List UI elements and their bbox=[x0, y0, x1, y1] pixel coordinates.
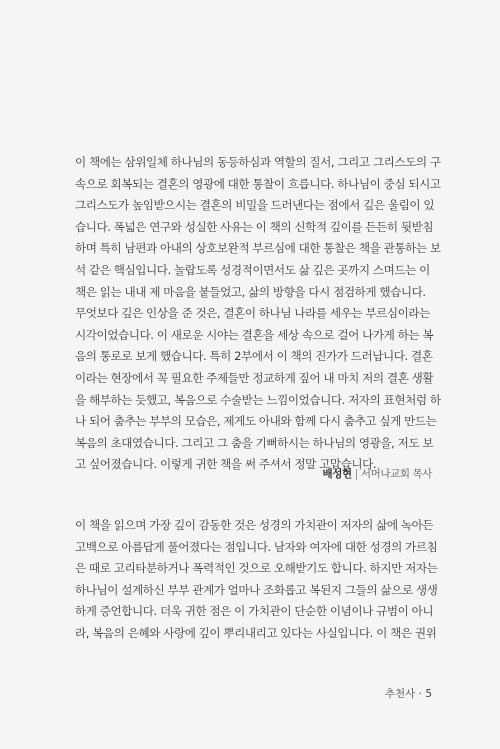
text-line: 을 해부하는 듯했고, 복음으로 수술받는 느낌이었습니다. 저자의 표현처럼 하 bbox=[75, 392, 441, 407]
text-line: 습니다. 폭넓은 연구와 성실한 사유는 이 책의 신학적 깊이를 든든히 뒷받침 bbox=[75, 219, 434, 234]
endorsement-paragraph-2 bbox=[75, 515, 438, 645]
text-line: 고 싶어졌습니다. 이렇게 귀한 책을 써 주셔서 정말 고맙습니다. bbox=[75, 457, 377, 472]
text-line: 나 되어 춤추는 부부의 모습은, 제게도 아내와 함께 다시 춤추고 싶게 만드는 bbox=[75, 414, 437, 429]
text-line: 복음의 초대였습니다. 그리고 그 춤을 기뻐하시는 하나님의 영광을, 저도 보 bbox=[75, 435, 434, 450]
endorser-name: 배성현 bbox=[322, 468, 352, 480]
text-line: 무엇보다 깊은 인상을 준 것은, 결혼이 하나님 나라를 세우는 부르심이라는 bbox=[75, 306, 430, 321]
endorser-signature bbox=[322, 466, 432, 481]
text-line: 음의 통로로 보게 했습니다. 특히 2부에서 이 책의 진가가 드러납니다. 결혼 bbox=[75, 349, 433, 364]
text-line: 속으로 회복되는 결혼의 영광에 대한 통찰이 흐릅니다. 하나님이 중심 되시고 bbox=[75, 176, 441, 191]
text-line: 이 책을 읽으며 가장 깊이 감동한 것은 성경의 가치관이 저자의 삶에 녹아든 bbox=[75, 518, 434, 532]
text-line: 그리스도가 높임받으시는 결혼의 비밀을 드러낸다는 점에서 깊은 울림이 있 bbox=[75, 198, 435, 213]
text-line: 시각이었습니다. 이 새로운 시야는 결혼을 세상 속으로 걸어 나가게 하는 복 bbox=[75, 327, 434, 342]
signature-separator: | bbox=[354, 468, 358, 480]
text-line: 은 때로 고리타분하거나 폭력적인 것으로 오해받기도 합니다. 하지만 저자는 bbox=[75, 561, 438, 576]
text-line: 석 같은 핵심입니다. 놀랍도록 성경적이면서도 삶 깊은 곳까지 스며드는 이 bbox=[75, 262, 430, 277]
text-line: 하나님이 설계하신 부부 관계가 얼마나 조화롭고 복된지 그들의 삶으로 생생 bbox=[75, 582, 438, 597]
endorsement-paragraph-1 bbox=[75, 152, 441, 476]
page-folio: 추천사 · 5 bbox=[384, 688, 432, 700]
endorser-role: 서머나교회 목사 bbox=[360, 468, 432, 480]
text-line: 이 책에는 삼위일체 하나님의 동등하심과 역할의 질서, 그리고 그리스도의 구 bbox=[75, 155, 441, 169]
text-line: 책은 읽는 내내 제 마음을 붙들었고, 삶의 방향을 다시 점검하게 했습니다. bbox=[75, 284, 426, 299]
text-line: 라, 복음의 은혜와 사랑에 깊이 뿌리내리고 있다는 사실입니다. 이 책은 권위 bbox=[75, 625, 437, 640]
text-line: 하며 특히 남편과 아내의 상호보완적 부르심에 대한 통찰은 책을 관통하는 보 bbox=[75, 241, 441, 256]
text-line: 이라는 현장에서 꼭 필요한 주제들만 정교하게 짚어 내 마치 저의 결혼 생활 bbox=[75, 370, 434, 385]
text-line: 하게 증언합니다. 더욱 귀한 점은 이 가치관이 단순한 이념이나 규범이 아니 bbox=[75, 604, 434, 619]
text-line: 고백으로 아름답게 풀어졌다는 점입니다. 남자와 여자에 대한 성경의 가르침 bbox=[75, 539, 438, 554]
